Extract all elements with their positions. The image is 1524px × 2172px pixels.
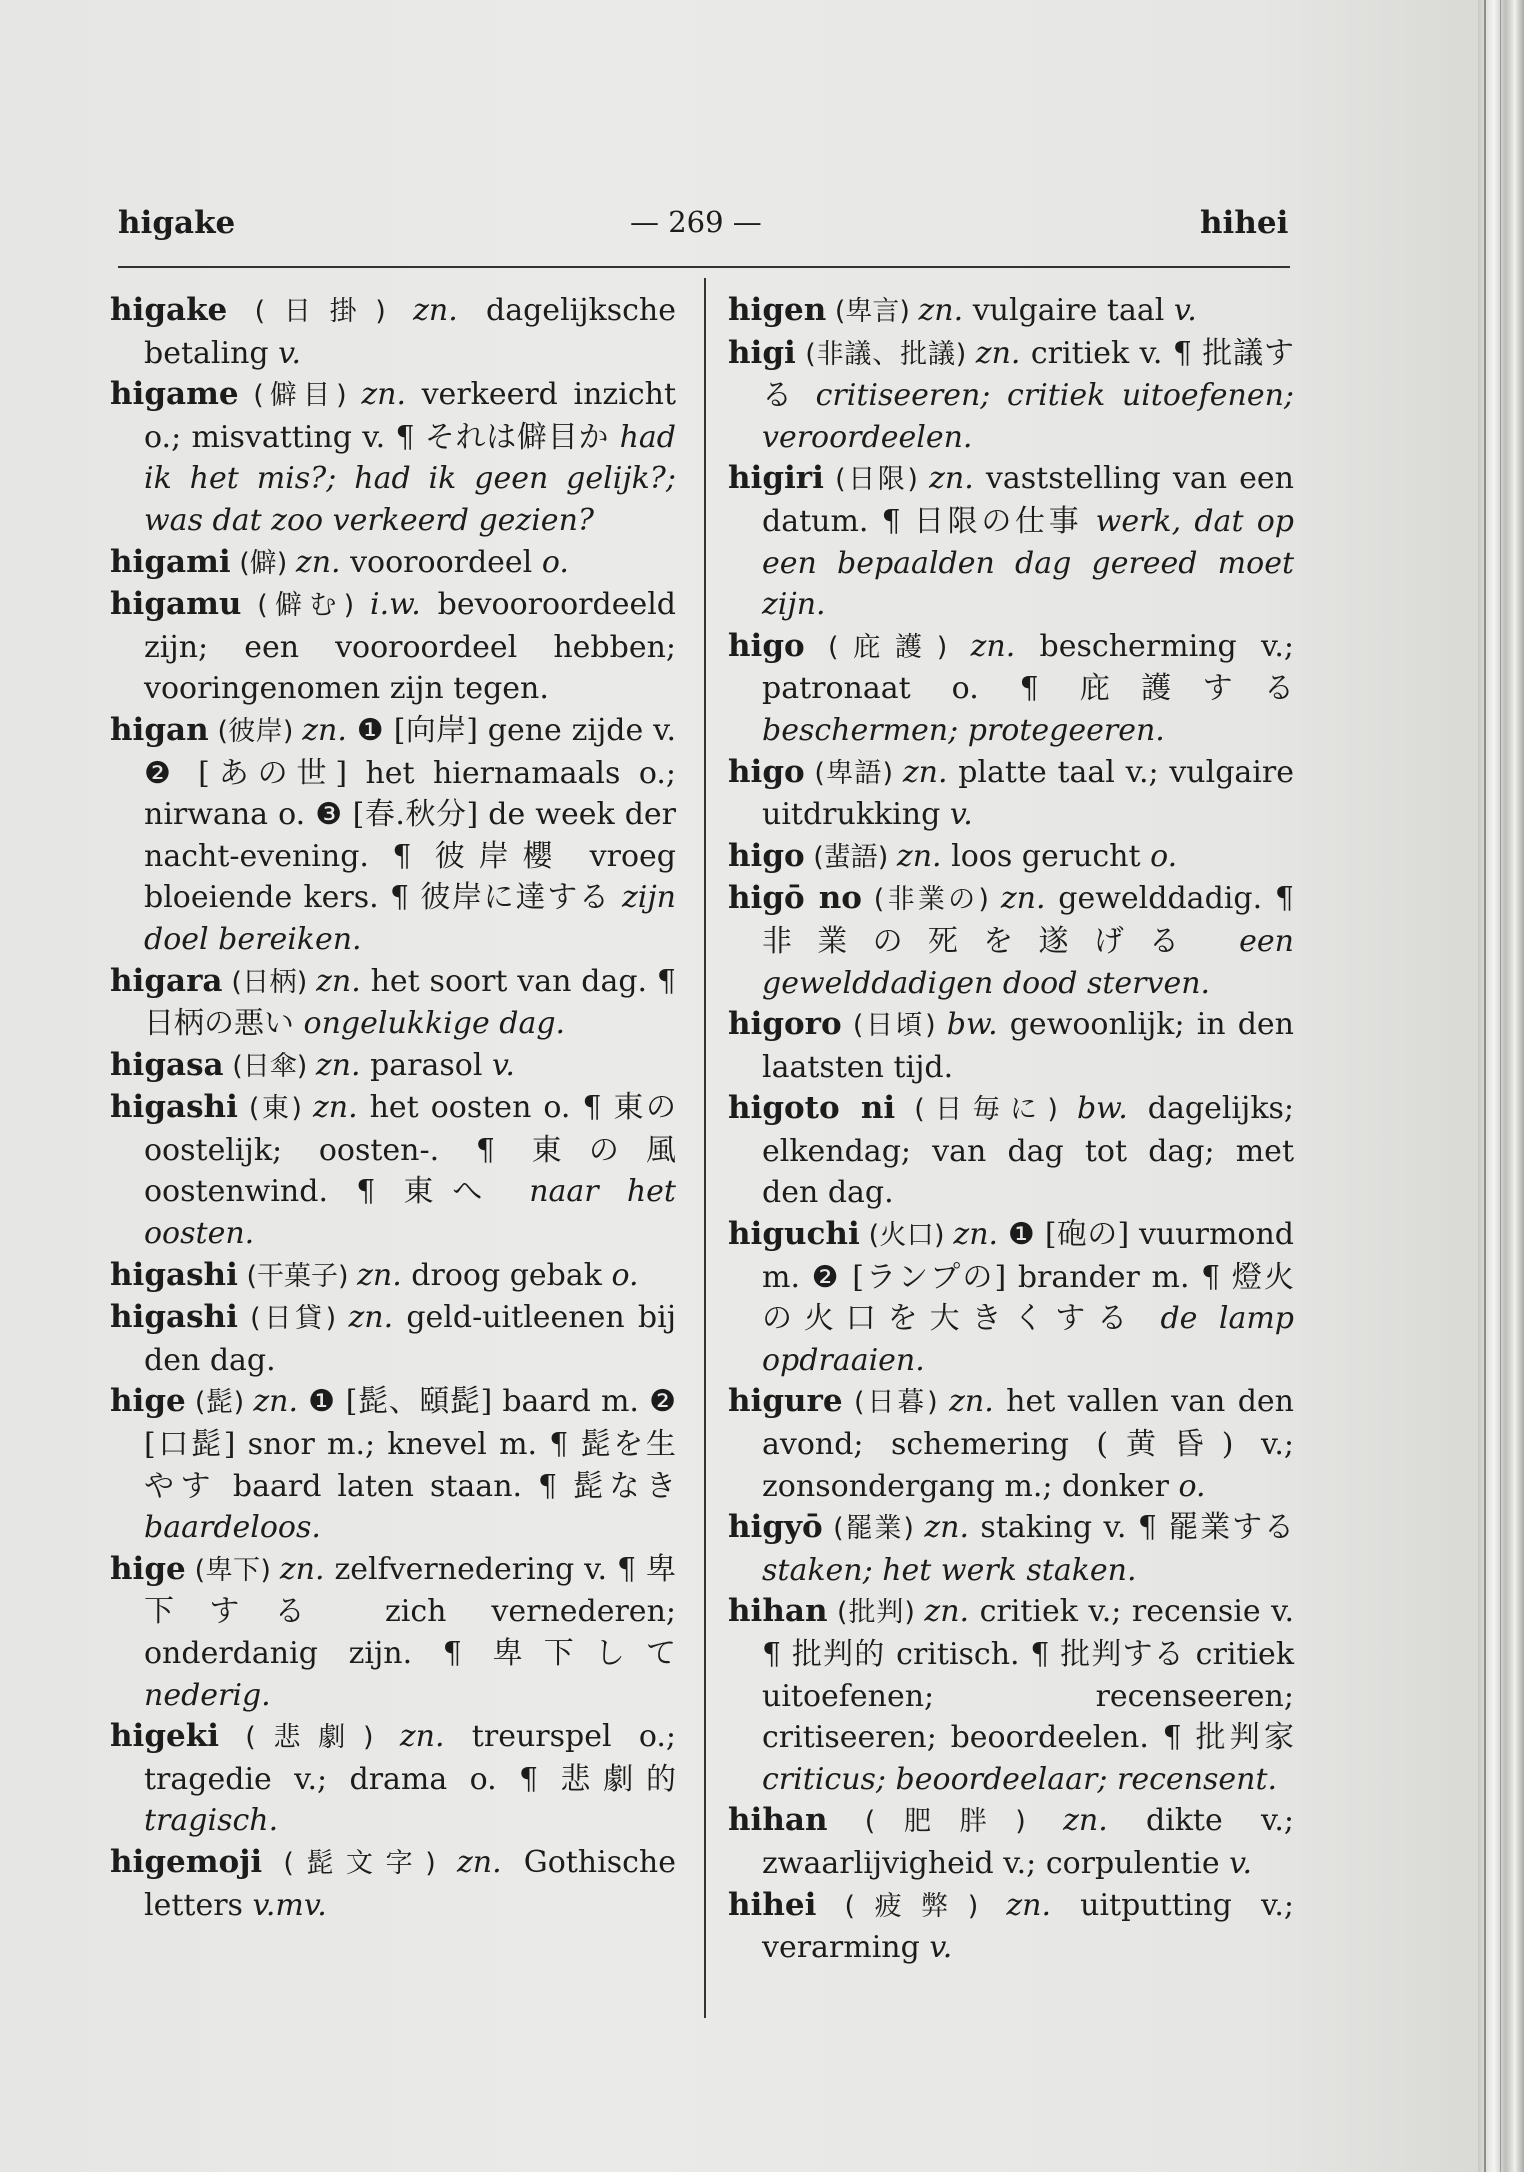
- headword: higemoji: [110, 1843, 263, 1880]
- definition-italic: criticus; beoordeelaar; recensent.: [762, 1761, 1278, 1797]
- kanji: (卑下): [185, 1554, 280, 1586]
- grammar-label: zn.: [1063, 1803, 1108, 1839]
- definition: critiek v.; recensie v. ¶ 批判的 critisch. ¶ 批判する critiek uitoefenen; recenseeren; critiseeren; beoordeelen. ¶ 批判家: [762, 1594, 1294, 1756]
- kanji: (卑言): [826, 296, 919, 327]
- headword: higyō: [728, 1509, 823, 1546]
- grammar-label: bw.: [946, 1007, 998, 1043]
- definition: parasol: [360, 1047, 492, 1083]
- headword: hihan: [728, 1593, 828, 1630]
- grammar-label: zn.: [361, 377, 406, 413]
- definition: platte taal v.; vulgaire uitdrukking: [762, 754, 1294, 833]
- definition: vooroordeel: [340, 544, 542, 580]
- headword: hihei: [728, 1886, 817, 1923]
- definition: gewoonlijk; in den laatsten tijd.: [762, 1007, 1294, 1085]
- grammar-label: zn.: [929, 461, 974, 497]
- kanji: (東): [237, 1093, 313, 1125]
- kanji: (肥胖): [827, 1806, 1064, 1838]
- headword: hige: [110, 1550, 186, 1587]
- definition: critiek v. ¶ 批議する: [762, 335, 1294, 414]
- dictionary-entry: [110, 961, 676, 1045]
- kanji: (悲劇): [218, 1722, 400, 1754]
- definition: het vallen van den avond; schemering (黄昏) v.; zonsondergang m.; donker: [762, 1384, 1295, 1504]
- definition: gewelddadig. ¶ 非業の死を遂げる: [762, 881, 1295, 959]
- dictionary-entry: [728, 1381, 1294, 1507]
- definition: treurspel o.; tragedie v.; drama o. ¶ 悲劇的: [144, 1719, 676, 1797]
- definition: dagelijks; elkendag; van dag tot dag; met den dag.: [762, 1091, 1295, 1211]
- definition-italic: werk, dat op een bepaalden dag gereed moet zijn.: [762, 503, 1294, 623]
- dictionary-entry: [728, 1885, 1294, 1969]
- dictionary-entry: [110, 1842, 676, 1926]
- grammar-label: zn.: [970, 628, 1016, 664]
- dictionary-entry: [728, 458, 1294, 625]
- grammar-label: zn.: [902, 754, 948, 790]
- definition-italic: v.: [278, 335, 302, 371]
- definition: zelfvernedering v. ¶ 卑下する zich vernederen; onderdanig zijn. ¶ 卑下して: [144, 1551, 677, 1671]
- headword: higami: [110, 543, 231, 580]
- headword: higi: [728, 334, 796, 371]
- headword: higo: [728, 753, 805, 790]
- definition: Gothische letters: [144, 1844, 677, 1923]
- grammar-label: zn.: [896, 838, 942, 874]
- definition: vaststelling van een datum. ¶ 日限の仕事: [762, 461, 1294, 539]
- right-column: [728, 290, 1294, 1969]
- left-column: [110, 290, 676, 1926]
- definition-italic: staken; het werk staken.: [762, 1552, 1137, 1588]
- headword: higashi: [110, 1299, 238, 1336]
- definition-italic: o.: [1178, 1468, 1206, 1504]
- definition: ❶ [砲の] vuurmond m. ❷ [ランプの] brander m. ¶ 燈火の火口を大きくする: [762, 1217, 1294, 1337]
- kanji: (疲弊): [816, 1890, 1007, 1922]
- headword: hihan: [728, 1802, 828, 1839]
- headword: higeki: [110, 1718, 219, 1755]
- definition-italic: v.: [929, 1930, 953, 1966]
- kanji: (日柄): [222, 966, 317, 998]
- kanji: (日頃): [841, 1010, 947, 1042]
- definition-italic: beschermen; protegeeren.: [762, 712, 1165, 748]
- kanji: (庇護): [804, 631, 971, 663]
- page-number: — 269 —: [630, 205, 762, 239]
- grammar-label: zn.: [295, 544, 341, 580]
- dictionary-entry: [728, 290, 1294, 333]
- headword: higamu: [110, 586, 242, 623]
- grammar-label: zn.: [918, 293, 964, 328]
- headword: higashi: [110, 1256, 238, 1293]
- column-divider: [704, 278, 706, 2018]
- headword: higasa: [110, 1046, 224, 1083]
- dictionary-entry: [728, 1800, 1294, 1884]
- kanji: (蜚語): [804, 841, 897, 873]
- dictionary-entry: [728, 1214, 1294, 1381]
- definition: bevooroordeeld zijn; een vooroordeel hebben; vooringenomen zijn tegen.: [144, 587, 677, 707]
- headword: higoro: [728, 1006, 842, 1043]
- dictionary-entry: [110, 1297, 676, 1381]
- definition: vulgaire taal: [963, 293, 1174, 328]
- definition-italic: de lamp opdraaien.: [762, 1301, 1294, 1378]
- grammar-label: zn.: [924, 1510, 970, 1546]
- grammar-label: zn.: [413, 293, 458, 328]
- definition: geld-uitleenen bij den dag.: [144, 1300, 677, 1378]
- kanji: (非議、批議): [795, 338, 976, 370]
- book-spine-edge: [1478, 0, 1524, 2172]
- dictionary-entry: [110, 1716, 676, 1842]
- dictionary-entry: [728, 626, 1294, 752]
- grammar-label: zn.: [953, 1217, 999, 1253]
- definition: ❶ [向岸] gene zijde v. ❷ [あの世] het hiernamaals o.; nirwana o. ❸ [春.秋分] de week der nacht-evening. ¶ 彼岸櫻 vroeg bloeiende kers. ¶ 彼岸に達する: [144, 712, 677, 916]
- kanji: (批判): [827, 1597, 925, 1629]
- dictionary-entry: [110, 290, 676, 374]
- kanji: (髭文字): [262, 1847, 457, 1879]
- grammar-label: zn.: [975, 335, 1021, 371]
- kanji: (火口): [859, 1220, 954, 1252]
- grammar-label: zn.: [357, 1257, 402, 1293]
- definition-italic: v.mv.: [252, 1887, 327, 1923]
- kanji: (僻): [230, 547, 296, 579]
- grammar-label: zn.: [1000, 881, 1046, 917]
- definition-italic: o.: [541, 544, 569, 580]
- definition-italic: zijn doel bereiken.: [144, 880, 676, 957]
- kanji: (卑語): [804, 757, 903, 789]
- definition-italic: had ik het mis?; had ik geen gelijk?; was dat zoo verkeerd gezien?: [144, 419, 676, 538]
- kanji: (日暮): [842, 1387, 950, 1419]
- dictionary-entry: [728, 836, 1294, 879]
- headword: higoto ni: [728, 1090, 896, 1127]
- kanji: (僻目): [238, 380, 362, 412]
- headword: higake: [110, 292, 228, 328]
- grammar-label: zn.: [456, 1844, 502, 1880]
- definition-italic: naar het oosten.: [144, 1174, 676, 1252]
- dictionary-entry: [728, 333, 1294, 459]
- definition-italic: ongelukkige dag.: [303, 1006, 566, 1042]
- definition: uitputting v.; verarming: [762, 1887, 1294, 1966]
- dictionary-entry: [110, 710, 676, 961]
- grammar-label: zn.: [949, 1384, 994, 1420]
- header-rule: [118, 266, 1290, 268]
- dictionary-entry: [110, 374, 676, 541]
- grammar-label: i.w.: [370, 587, 421, 623]
- grammar-label: zn.: [279, 1551, 325, 1587]
- kanji: (彼岸): [208, 715, 303, 747]
- definition: dikte v.; zwaarlijvigheid v.; corpulentie: [762, 1803, 1294, 1881]
- definition: het oosten o. ¶ 東の oostelijk; oosten-. ¶ 東の風 oostenwind. ¶ 東へ: [144, 1090, 676, 1210]
- definition: ❶ [髭、頤髭] baard m. ❷ [口髭] snor m.; knevel m. ¶ 髭を生やす baard laten staan. ¶ 髭なき: [144, 1384, 677, 1504]
- definition-italic: een gewelddadigen dood sterven.: [762, 923, 1294, 1001]
- dictionary-entry: [728, 752, 1294, 836]
- definition-italic: v.: [949, 797, 973, 833]
- kanji: (干菓子): [237, 1260, 358, 1292]
- headword: higara: [110, 962, 223, 999]
- grammar-label: zn.: [1006, 1887, 1052, 1923]
- headword: higen: [728, 292, 827, 328]
- definition-italic: v.: [1173, 293, 1197, 328]
- dictionary-entry: [728, 1004, 1294, 1088]
- headword: higo: [728, 627, 805, 664]
- running-head-left: higake: [118, 205, 236, 241]
- kanji: (日掛): [227, 296, 414, 327]
- definition-italic: v.: [1229, 1845, 1253, 1881]
- kanji: (日傘): [223, 1050, 316, 1082]
- dictionary-entry: [110, 1045, 676, 1088]
- grammar-label: zn.: [316, 963, 361, 999]
- running-head-right: hihei: [1200, 205, 1289, 241]
- headword: higan: [110, 711, 209, 748]
- kanji: (罷業): [822, 1513, 925, 1545]
- grammar-label: zn.: [302, 712, 347, 748]
- headword: higashi: [110, 1089, 238, 1126]
- grammar-label: zn.: [315, 1047, 361, 1083]
- definition: bescherming v.; patronaat o. ¶ 庇護する: [762, 628, 1295, 707]
- kanji: (髭): [185, 1387, 254, 1419]
- headword: hige: [110, 1383, 186, 1420]
- kanji: (日限): [823, 464, 930, 496]
- definition: loos gerucht: [941, 838, 1151, 874]
- grammar-label: zn.: [253, 1384, 299, 1420]
- dictionary-entry: [110, 1255, 676, 1298]
- definition-italic: o.: [611, 1257, 639, 1293]
- headword: higame: [110, 376, 239, 413]
- grammar-label: bw.: [1076, 1091, 1128, 1127]
- dictionary-entry: [728, 1591, 1294, 1800]
- headword: higo: [728, 837, 805, 874]
- headword: higiri: [728, 460, 824, 497]
- definition-italic: o.: [1150, 838, 1178, 874]
- kanji: (日毎に): [895, 1094, 1077, 1126]
- definition: staking v. ¶ 罷業する: [969, 1510, 1294, 1546]
- definition: droog gebak: [401, 1257, 612, 1293]
- headword: higuchi: [728, 1216, 860, 1253]
- headword: higō no: [728, 880, 862, 917]
- dictionary-entry: [728, 1088, 1294, 1214]
- dictionary-entry: [110, 542, 676, 585]
- kanji: (僻む): [241, 590, 371, 622]
- dictionary-entry: [728, 1507, 1294, 1591]
- definition: het soort van dag. ¶ 日柄の悪い: [144, 963, 676, 1042]
- definition-italic: v.: [491, 1047, 515, 1083]
- headword: higure: [728, 1383, 843, 1420]
- dictionary-entry: [110, 1549, 676, 1716]
- definition-italic: baardeloos.: [144, 1510, 321, 1546]
- dictionary-entry: [110, 1381, 676, 1548]
- definition: dagelijksche betaling: [144, 293, 677, 371]
- kanji: (非業の): [861, 884, 1001, 916]
- kanji: (日貸): [237, 1303, 349, 1335]
- grammar-label: zn.: [399, 1719, 445, 1755]
- definition-italic: critiseeren; critiek uitoefenen; veroordeelen.: [762, 378, 1294, 455]
- definition-italic: tragisch.: [144, 1803, 279, 1839]
- definition: verkeerd inzicht o.; misvatting v. ¶ それは僻目か: [144, 377, 677, 455]
- grammar-label: zn.: [348, 1300, 394, 1336]
- definition-italic: nederig.: [144, 1677, 271, 1713]
- dictionary-entry: [110, 584, 676, 710]
- dictionary-entry: [110, 1087, 676, 1254]
- grammar-label: zn.: [924, 1594, 970, 1630]
- grammar-label: zn.: [312, 1090, 358, 1126]
- dictionary-entry: [728, 878, 1294, 1004]
